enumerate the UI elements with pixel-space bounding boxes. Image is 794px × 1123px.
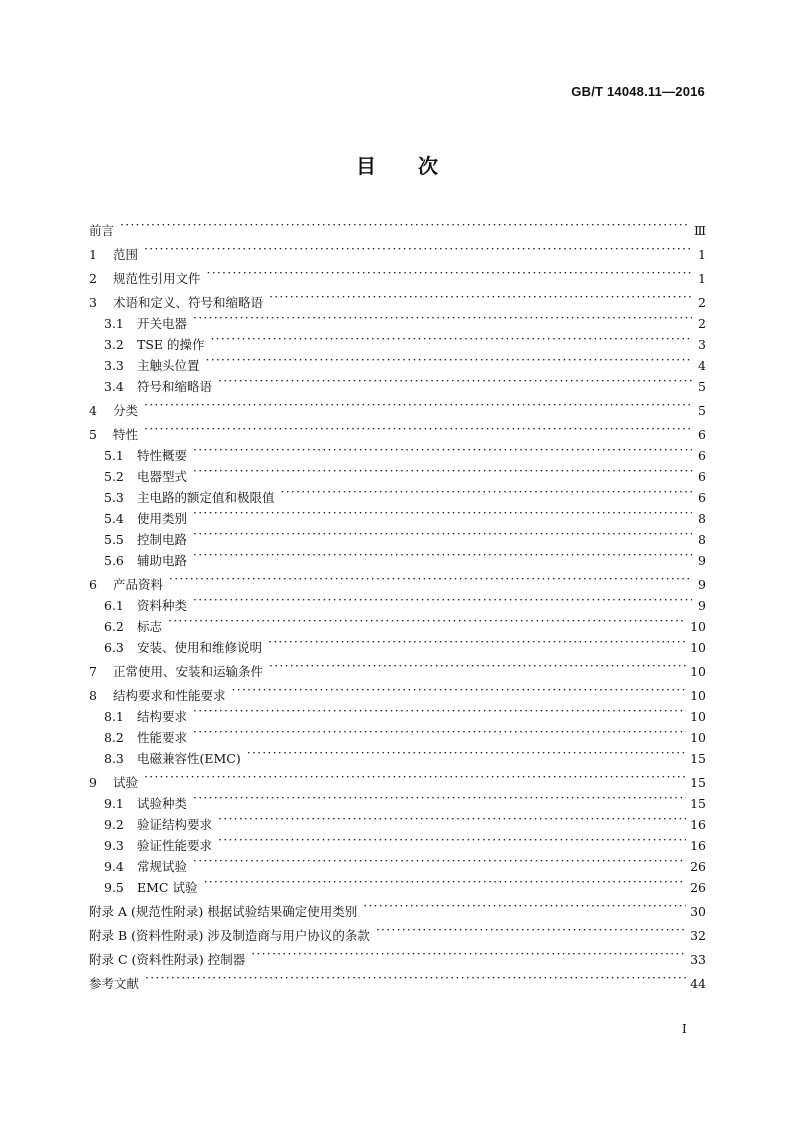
toc-entry-label: 附录 A (规范性附录) 根据试验结果确定使用类别	[89, 904, 358, 919]
dot-leader	[193, 787, 686, 808]
toc-entry-label: 电器型式	[137, 469, 188, 484]
dot-leader	[193, 523, 692, 544]
toc-entry-page: 30	[690, 904, 706, 919]
toc-entry-page: 26	[690, 859, 706, 874]
toc-entry[interactable]	[89, 214, 706, 238]
toc-entry-label: 规范性引用文件	[113, 271, 201, 286]
dot-leader	[193, 544, 692, 565]
toc-entry-label: 标志	[137, 619, 163, 634]
toc-entry-label: 符号和缩略语	[137, 379, 213, 394]
toc-entry-number: 9.2	[104, 817, 124, 832]
toc-subentry[interactable]	[89, 460, 706, 484]
toc-entry-page: 6	[698, 427, 706, 442]
toc-entry[interactable]	[89, 262, 706, 286]
toc-entry-page: 10	[690, 640, 706, 655]
toc-entry-label: 主电路的额定值和极限值	[137, 490, 275, 505]
dot-leader	[193, 460, 692, 481]
page-title	[0, 150, 794, 179]
toc-subentry[interactable]	[89, 523, 706, 547]
toc-subentry[interactable]	[89, 631, 706, 655]
toc-subentry[interactable]	[89, 808, 706, 832]
toc-entry-label: 范围	[113, 247, 139, 262]
toc-entry-label: 主触头位置	[137, 358, 200, 373]
toc-entry-label: 试验	[113, 775, 139, 790]
toc-entry-number: 1	[89, 247, 97, 262]
toc-entry-page: 8	[698, 532, 706, 547]
toc-entry-label: 结构要求	[137, 709, 188, 724]
toc-entry[interactable]	[89, 943, 706, 967]
toc-subentry[interactable]	[89, 787, 706, 811]
toc-entry-label: TSE 的操作	[137, 337, 205, 352]
toc-entry-page: 3	[698, 337, 706, 352]
toc-entry-label: 附录 B (资料性附录) 涉及制造商与用户协议的条款	[89, 928, 370, 943]
toc-entry-label: 产品资料	[113, 577, 164, 592]
toc-entry-number: 8.1	[104, 709, 124, 724]
toc-entry-page: 10	[690, 730, 706, 745]
dot-leader	[376, 919, 686, 940]
dot-leader	[232, 679, 687, 700]
toc-entry-number: 3	[89, 295, 97, 310]
dot-leader	[269, 286, 692, 307]
dot-leader	[206, 349, 692, 370]
toc-entry-number: 7	[89, 664, 97, 679]
toc-entry-page: 2	[698, 295, 706, 310]
toc-subentry[interactable]	[89, 328, 706, 352]
toc-entry[interactable]	[89, 967, 706, 991]
toc-entry-number: 9.1	[104, 796, 124, 811]
toc-entry-page: 32	[690, 928, 706, 943]
toc-entry-label: 性能要求	[137, 730, 188, 745]
table-of-contents	[89, 214, 706, 991]
toc-entry-page: 9	[698, 577, 706, 592]
toc-entry-label: 验证结构要求	[137, 817, 213, 832]
toc-entry-label: 控制电路	[137, 532, 188, 547]
dot-leader	[247, 742, 686, 763]
dot-leader	[193, 700, 686, 721]
toc-entry-number: 5.6	[104, 553, 124, 568]
toc-subentry[interactable]	[89, 871, 706, 895]
toc-entry-page: 8	[698, 511, 706, 526]
toc-entry-label: 使用类别	[137, 511, 188, 526]
toc-entry-page: 10	[690, 688, 706, 703]
toc-entry-page: 9	[698, 598, 706, 613]
toc-subentry[interactable]	[89, 481, 706, 505]
toc-entry[interactable]	[89, 568, 706, 592]
toc-entry[interactable]	[89, 655, 706, 679]
toc-entry-page: 44	[690, 976, 706, 991]
dot-leader	[218, 829, 686, 850]
title-char-1: 目	[356, 154, 376, 178]
toc-entry-number: 8	[89, 688, 97, 703]
dot-leader	[193, 439, 692, 460]
dot-leader	[193, 502, 692, 523]
toc-entry-page: 1	[698, 271, 706, 286]
toc-entry-page: 10	[690, 709, 706, 724]
toc-entry-label: 前言	[89, 223, 115, 238]
dot-leader	[144, 418, 692, 439]
toc-entry-number: 4	[89, 403, 97, 418]
dot-leader	[207, 262, 692, 283]
toc-subentry[interactable]	[89, 544, 706, 568]
toc-subentry[interactable]	[89, 610, 706, 634]
standard-code: GB/T 14048.11—2016	[571, 84, 705, 99]
toc-entry-label: 结构要求和性能要求	[113, 688, 226, 703]
toc-entry-label: 分类	[113, 403, 139, 418]
toc-entry-number: 9	[89, 775, 97, 790]
toc-subentry[interactable]	[89, 370, 706, 394]
toc-entry-page: 15	[690, 796, 706, 811]
toc-entry[interactable]	[89, 766, 706, 790]
toc-entry-number: 8.3	[104, 751, 124, 766]
toc-entry-label: 常规试验	[137, 859, 188, 874]
dot-leader	[168, 610, 686, 631]
toc-subentry[interactable]	[89, 502, 706, 526]
dot-leader	[203, 871, 686, 892]
toc-entry-label: 验证性能要求	[137, 838, 213, 853]
toc-entry-page: 33	[690, 952, 706, 967]
toc-entry-number: 6.2	[104, 619, 124, 634]
toc-subentry[interactable]	[89, 850, 706, 874]
dot-leader	[268, 631, 686, 652]
toc-entry-number: 3.2	[104, 337, 124, 352]
toc-entry-page: 2	[698, 316, 706, 331]
toc-entry-number: 9.5	[104, 880, 124, 895]
toc-entry-number: 5.4	[104, 511, 124, 526]
toc-entry-page: 6	[698, 448, 706, 463]
toc-entry[interactable]	[89, 238, 706, 262]
toc-subentry[interactable]	[89, 439, 706, 463]
toc-entry[interactable]	[89, 919, 706, 943]
toc-entry-label: 术语和定义、符号和缩略语	[113, 295, 264, 310]
toc-entry-page: 5	[698, 379, 706, 394]
toc-subentry[interactable]	[89, 742, 706, 766]
toc-entry-page: 6	[698, 490, 706, 505]
toc-entry-page: 4	[698, 358, 706, 373]
toc-entry-page: 5	[698, 403, 706, 418]
page-number: I	[682, 1022, 687, 1036]
toc-entry-number: 5	[89, 427, 97, 442]
toc-entry-page: 15	[690, 751, 706, 766]
dot-leader	[169, 568, 692, 589]
toc-entry-label: 正常使用、安装和运输条件	[113, 664, 264, 679]
toc-entry-number: 3.3	[104, 358, 124, 373]
toc-entry-number: 3.4	[104, 379, 124, 394]
toc-subentry[interactable]	[89, 589, 706, 613]
toc-subentry[interactable]	[89, 721, 706, 745]
toc-entry-page: 1	[698, 247, 706, 262]
toc-entry[interactable]	[89, 895, 706, 919]
toc-entry-number: 5.3	[104, 490, 124, 505]
dot-leader	[218, 808, 686, 829]
dot-leader	[251, 943, 686, 964]
toc-entry-number: 2	[89, 271, 97, 286]
title-char-2: 次	[418, 154, 438, 178]
toc-entry-page: 10	[690, 619, 706, 634]
toc-subentry[interactable]	[89, 349, 706, 373]
dot-leader	[193, 721, 686, 742]
toc-entry-page: 16	[690, 838, 706, 853]
toc-entry[interactable]	[89, 418, 706, 442]
toc-entry-number: 5.1	[104, 448, 124, 463]
toc-entry-number: 8.2	[104, 730, 124, 745]
toc-entry-label: EMC 试验	[137, 880, 198, 895]
toc-subentry[interactable]	[89, 829, 706, 853]
toc-entry-page: 9	[698, 553, 706, 568]
dot-leader	[211, 328, 693, 349]
toc-entry-label: 安装、使用和维修说明	[137, 640, 263, 655]
toc-entry[interactable]	[89, 679, 706, 703]
dot-leader	[281, 481, 692, 502]
dot-leader	[193, 589, 692, 610]
toc-entry-label: 试验种类	[137, 796, 188, 811]
toc-entry-page: 6	[698, 469, 706, 484]
toc-entry-page: 15	[690, 775, 706, 790]
toc-entry-number: 5.2	[104, 469, 124, 484]
toc-entry[interactable]	[89, 394, 706, 418]
toc-entry-label: 资料种类	[137, 598, 188, 613]
toc-entry-label: 电磁兼容性(EMC)	[137, 751, 241, 766]
toc-entry-number: 6	[89, 577, 97, 592]
dot-leader	[145, 967, 686, 988]
toc-entry-number: 6.1	[104, 598, 124, 613]
dot-leader	[269, 655, 686, 676]
toc-entry-label: 附录 C (资料性附录) 控制器	[89, 952, 246, 967]
toc-entry-number: 3.1	[104, 316, 124, 331]
toc-subentry[interactable]	[89, 307, 706, 331]
dot-leader	[144, 766, 686, 787]
toc-entry-label: 参考文献	[89, 976, 140, 991]
toc-entry-page: Ⅲ	[693, 223, 706, 238]
dot-leader	[193, 850, 686, 871]
toc-subentry[interactable]	[89, 700, 706, 724]
toc-entry-label: 特性概要	[137, 448, 188, 463]
dot-leader	[144, 394, 692, 415]
toc-entry-number: 9.4	[104, 859, 124, 874]
dot-leader	[144, 238, 692, 259]
toc-entry-label: 特性	[113, 427, 139, 442]
toc-entry-number: 5.5	[104, 532, 124, 547]
toc-entry-page: 26	[690, 880, 706, 895]
toc-entry-label: 开关电器	[137, 316, 188, 331]
dot-leader	[218, 370, 692, 391]
dot-leader	[363, 895, 686, 916]
toc-entry-number: 6.3	[104, 640, 124, 655]
toc-entry-label: 辅助电路	[137, 553, 188, 568]
toc-entry-number: 9.3	[104, 838, 124, 853]
toc-entry[interactable]	[89, 286, 706, 310]
toc-entry-page: 10	[690, 664, 706, 679]
toc-entry-page: 16	[690, 817, 706, 832]
dot-leader	[120, 214, 690, 235]
dot-leader	[193, 307, 692, 328]
